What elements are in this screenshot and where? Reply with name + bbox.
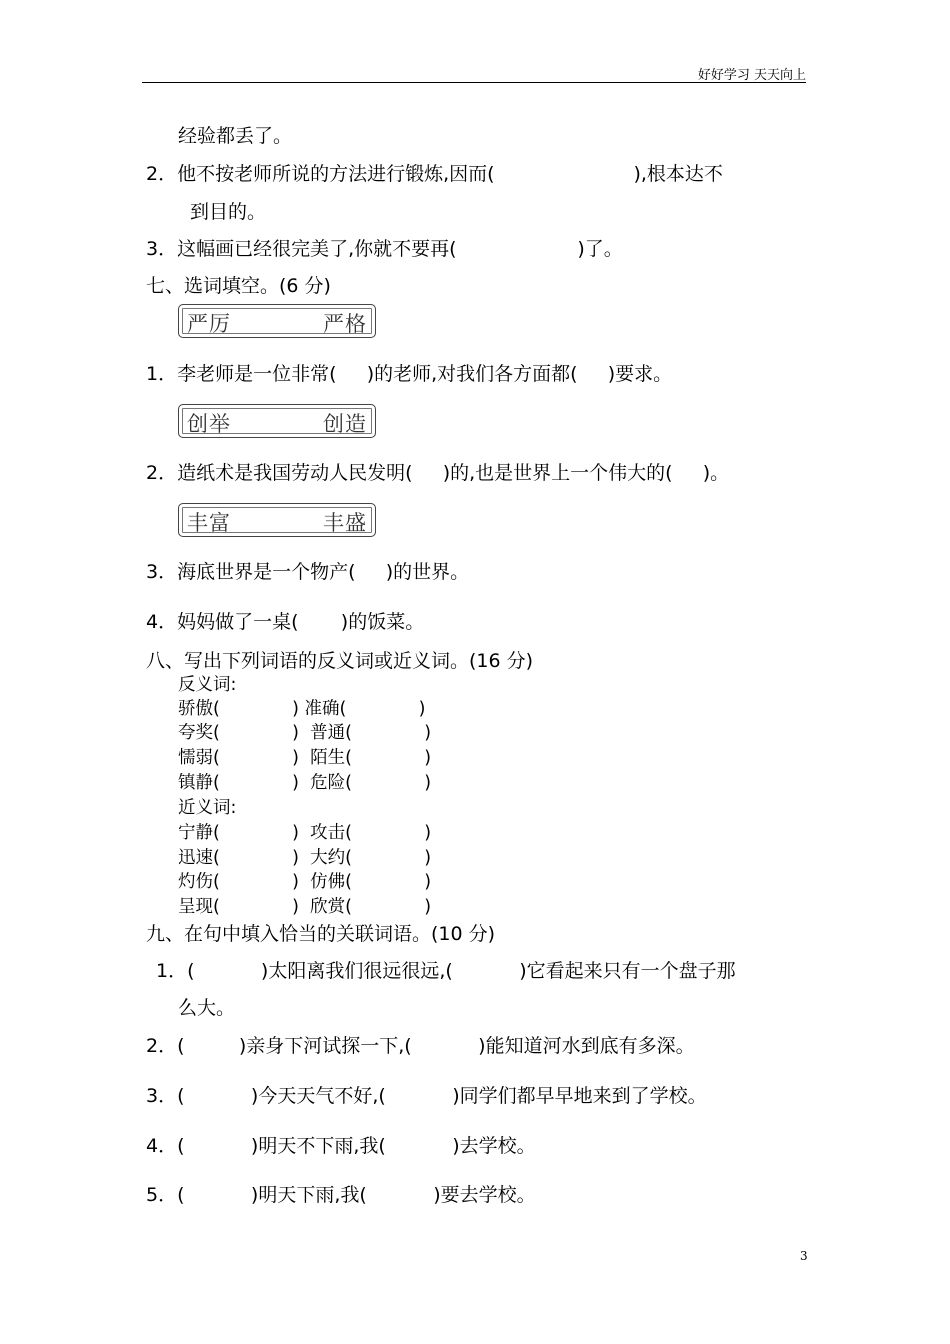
word-pair-row: 呈现( ) 欣赏( ) (178, 897, 432, 917)
text-line: 经验都丢了。 (178, 125, 293, 147)
word-pair-row: 镇静( ) 危险( ) (178, 773, 432, 793)
word-pair-row: 夸奖( ) 普通( ) (178, 723, 432, 743)
word-option: 丰富 (187, 511, 231, 535)
antonym-label: 反义词: (178, 675, 237, 695)
section-9-title: 九、在句中填入恰当的关联词语。(10 分) (146, 923, 496, 945)
question-6-2: 2．他不按老师所说的方法进行锻炼,因而( ),根本达不 (146, 163, 723, 185)
section-7-title: 七、选词填空。(6 分) (146, 275, 331, 297)
page-number: 3 (800, 1249, 808, 1263)
question-6-3: 3．这幅画已经很完美了,你就不要再( )了。 (146, 238, 623, 260)
question-9-4: 4．( )明天不下雨,我( )去学校。 (146, 1135, 536, 1157)
word-pair-row: 骄傲( ) 准确( ) (178, 699, 426, 719)
word-pair-row: 宁静( ) 攻击( ) (178, 823, 432, 843)
question-7-1: 1．李老师是一位非常( )的老师,对我们各方面都( )要求。 (146, 363, 673, 385)
question-9-1: 1．( )太阳离我们很远很远,( )它看起来只有一个盘子那 (156, 960, 736, 982)
word-option: 严厉 (187, 312, 231, 336)
word-option: 丰盛 (323, 511, 367, 535)
word-pair-row: 懦弱( ) 陌生( ) (178, 748, 432, 768)
text-line: 么大。 (178, 997, 236, 1019)
word-option: 创造 (323, 412, 367, 436)
word-pair-row: 灼伤( ) 仿佛( ) (178, 872, 432, 892)
question-7-3: 3．海底世界是一个物产( )的世界。 (146, 561, 470, 583)
word-choice-box (178, 304, 376, 338)
header-motto: 好好学习 天天向上 (697, 68, 806, 83)
synonym-label: 近义词: (178, 798, 237, 818)
page-header (142, 62, 806, 83)
question-7-4: 4．妈妈做了一桌( )的饭菜。 (146, 611, 425, 633)
section-8-title: 八、写出下列词语的反义词或近义词。(16 分) (146, 650, 534, 672)
question-9-2: 2．( )亲身下河试探一下,( )能知道河水到底有多深。 (146, 1035, 695, 1057)
question-9-5: 5．( )明天下雨,我( )要去学校。 (146, 1184, 536, 1206)
word-option: 创举 (187, 412, 231, 436)
word-choice-box (178, 503, 376, 537)
question-7-2: 2．造纸术是我国劳动人民发明( )的,也是世界上一个伟大的( )。 (146, 462, 730, 484)
word-option: 严格 (323, 312, 367, 336)
word-choice-box (178, 404, 376, 438)
word-pair-row: 迅速( ) 大约( ) (178, 848, 432, 868)
question-9-3: 3．( )今天天气不好,( )同学们都早早地来到了学校。 (146, 1085, 707, 1107)
text-line: 到目的。 (190, 201, 267, 223)
